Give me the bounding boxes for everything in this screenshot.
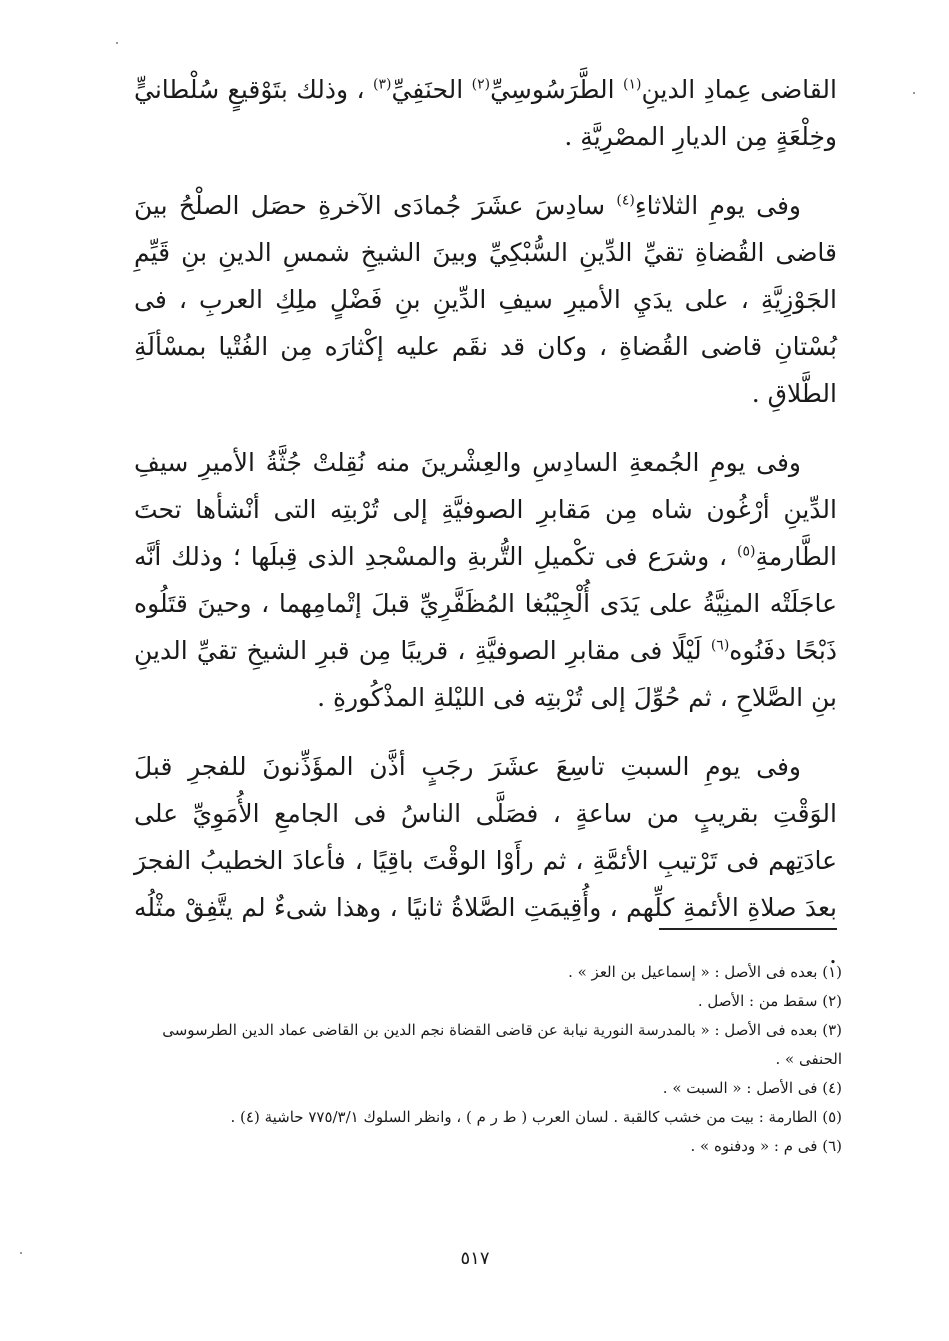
footnote: (١) بعده فى الأصل : « إسماعيل بن العز » . [568, 963, 842, 981]
text-run: وفى يومِ الثلاثاءِ [634, 191, 801, 220]
text-run: الحنَفِيِّ [391, 75, 472, 104]
text-run: لَيْلًا فى مقابرِ الصوفيَّةِ ، قريبًا مِن قبرِ الشيخِ تقيِّ الدينِ بنِ الصَّلاحِ ، ثم حُوِّلَ إلى تُرْبتِه فى الليْلةِ المذْكُورةِ . [134, 636, 837, 712]
footnote-reference[interactable]: (٦) [710, 637, 730, 654]
main-text-body [134, 66, 837, 1000]
paragraph [134, 743, 837, 978]
paragraph [134, 182, 837, 417]
footnote: (٦) فى م : « ودفنوه » . [690, 1137, 842, 1155]
paragraph [134, 66, 837, 160]
footnote: (٥) الطارمة : بيت من خشب كالقبة . لسان العرب ( ط ر م ) ، وانظر السلوك ٧٧٥/٣/١ حاشية (٤) . [230, 1108, 842, 1126]
text-run: وفى يومِ السبتِ تاسِعَ عشَرَ رجَبٍ أذَّن المؤَذِّنونَ للفجرِ قبلَ الوَقْتِ بقريبٍ من ساعةٍ ، فصَلَّى الناسُ فى الجامعِ الأُمَوِيِّ على عادَتِهم فى تَرْتيبِ الأئمَّةِ ، ثم رأَوْا الوقْتَ باقِيًا ، فأعادَ الخطيبُ الفجرَ بعدَ صلاةِ الأئمةِ كلِّهم ، وأُقِيمَتِ الصَّلاةُ ثانيًا ، وهذا شىءٌ لم يتَّفِقْ مثْلُه . [134, 752, 837, 969]
scan-speck [116, 42, 118, 44]
text-run: الطَّرَسُوسِيِّ [490, 75, 624, 104]
footnote-reference[interactable]: (٥) [736, 543, 756, 560]
text-run: ، وشرَع فى تكْميلِ التُّربةِ والمسْجدِ الذى قِبلَها ؛ وذلك أنَّه عاجَلَتْه المنِيَّةُ على يَدَى أُلْجِيْبُغا المُظَفَّرِيِّ قبلَ إتْمامِهما ، وحينَ قتَلُوه ذَبْحًا دفَنُوه [134, 542, 837, 665]
footnote: (٣) بعده فى الأصل : « بالمدرسة النورية نيابة عن قاضى القضاة نجم الدين بن القاضى عماد الدين الطرسوسى الحنفى » . [162, 1021, 842, 1068]
page-number: ٥١٧ [460, 1248, 490, 1269]
footnote: (٤) فى الأصل : « السبت » . [662, 1079, 842, 1097]
footnote-reference[interactable]: (١) [623, 76, 642, 93]
paragraph [134, 439, 837, 721]
footnotes-section [130, 958, 842, 1161]
footnote-separator-rule [659, 928, 837, 930]
text-run: القاضى عِمادِ الدينِ [641, 75, 837, 104]
footnote-reference[interactable]: (٣) [372, 76, 392, 93]
text-run: ، وذلك بتَوْقيعٍ سُلْطانيٍّ وخِلْعَةٍ مِن الديارِ المصْرِيَّةِ . [134, 75, 837, 151]
footnote: (٢) سقط من : الأصل . [697, 992, 842, 1010]
scan-speck [20, 1252, 22, 1254]
footnote-reference[interactable]: (٢) [471, 76, 491, 93]
footnote-reference[interactable]: (٤) [616, 192, 635, 209]
text-run: وفى يومِ الجُمعةِ السادِسِ والعِشْرينَ منه نُقِلتْ جُثَّةُ الأميرِ سيفِ الدِّينِ أرْغُون شاه مِن مَقابرِ الصوفيَّةِ إلى تُرْبتِه التى أنْشأها تحتَ الطَّارمةِ [134, 448, 837, 571]
text-run: سادِسَ عشَرَ جُمادَى الآخرةِ حصَل الصلْحُ بينَ قاضى القُضاةِ تقيِّ الدِّينِ السُّبْكِيِّ وبينَ الشيخِ شمسِ الدينِ بنِ قَيِّمِ الجَوْزِيَّةِ ، على يدَيِ الأميرِ سيفِ الدِّينِ بنِ فَضْلٍ ملِكِ العربِ ، فى بُسْتانِ قاضى القُضاةِ ، وكان قد نقَم عليه إكْثارَه مِن الفُتْيا بمسْألَةِ الطَّلاقِ . [134, 191, 837, 408]
scan-speck [913, 92, 915, 94]
